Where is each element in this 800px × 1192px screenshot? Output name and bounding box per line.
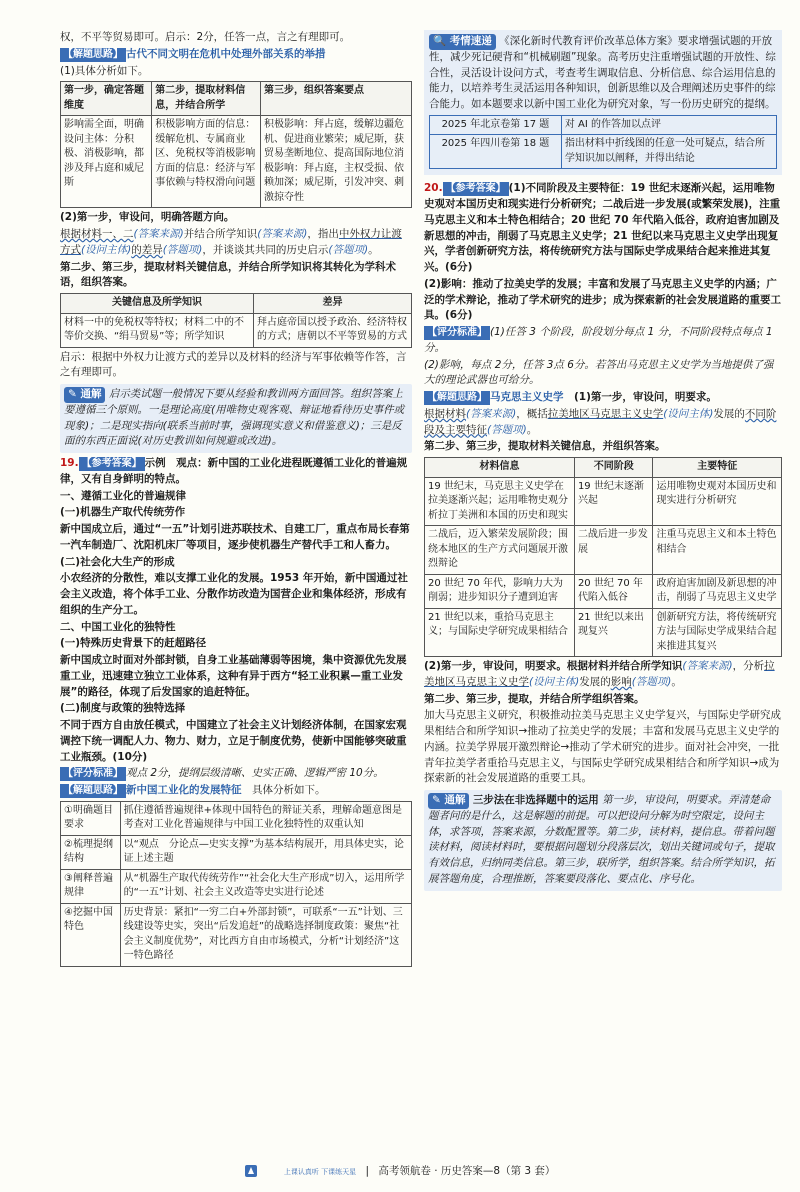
table-cell: 19 世纪末逐渐兴起 [574,477,653,526]
table-header: 关键信息及所学知识 [61,294,254,314]
q20-answer-heading: 20. 【参考答案】 (1)不同阶段及主要特征：19 世纪末逐渐兴起，运用唯物史观对本国历史和现实进行分析研究；二战后进一步发展(或繁荣发展)，注重马克思主义和本土特色相结合；20 世纪 70 年代陷入低谷，政府迫害加剧及新思想的冲击，削弱了马克思主义史学；21 世纪以来马克思主义史学出现复兴，学者创新研究方法，将传统研究方法与国际史学成果结合起来推进其复兴。(6分) [424,182,781,273]
trend-text: 《深化新时代教育评价改革总体方案》要求增强试题的开放性，减少死记硬背和“机械刷题”现象。高考历史注重增强试题的开放性、综合性，灵活设计设问方式，考查考生调取信息、分析信息、综合运用信息的能力，以培养考生灵活运用各种知识，创新思维以及合理阐述历史事件的综合能力。如本题要求以新中国工业化为研究对象，写一份历史研究的提纲。 [429,35,776,110]
q18-thinking-heading: 【解题思路】 古代不同文明在危机中处理外部关系的举措 [60,47,412,63]
table-header: 材料信息 [425,458,575,478]
trend-tag: 🔍 考情速递 [429,34,496,50]
analysis-table-3 [60,801,412,967]
q19-line: 二、中国工业化的独特性 [60,620,176,633]
q19-line: 新中国成立后，通过“一五”计划引进苏联技术、自建工厂，重点布局长春第一汽车制造厂、沈阳机床厂等项目，逐步使机器生产替代手工和人畜力。 [60,523,410,551]
brand-slogan: 上课认真听 下课练天星 [283,1168,357,1176]
table-cell: 19 世纪末，马克思主义史学在拉美逐渐兴起；运用唯物史观分析拉丁美洲和本国的历史和现实 [425,477,575,526]
right-column [424,30,782,894]
table-cell: 20 世纪 70 年代，影响力大为削弱；进步知识分子遭到迫害 [425,574,575,608]
intro-text: 权，不平等贸易即可。启示：2分，任答一点，言之有理即可。 [60,31,351,43]
table-cell: 二战后进一步发展 [574,526,653,575]
trend-table [429,115,777,170]
table-cell: ①明确题目要求 [61,801,121,835]
tip-tag: ✎ 通解 [64,387,105,403]
tip-title: 三步法在非选择题中的运用 [472,794,599,806]
q20-line: (2)影响：推动了拉美史学的发展；丰富和发展了马克思主义史学的内涵；广泛的学术辩论，推动了学术研究的进步；成为探索新的社会发展道路的重要工具。(6分) [424,277,781,322]
left-column [60,30,412,969]
q20-line: 第二步、第三步，提取材料关键信息，并组织答案。 [424,440,666,453]
tip-tag: ✎ 通解 [428,793,469,809]
table-cell: 20 世纪 70 年代陷入低谷 [574,574,653,608]
table-cell: 创新研究方法，将传统研究方法与国际史学成果结合起来推进其复兴 [653,608,782,657]
q20-thinking-heading: 【解题思路】 马克思主义史学 (1)第一步，审设问，明要求。 [424,390,782,406]
table-cell: 拜占庭帝国以授予政治、经济特权的方式；唐朝以不平等贸易的方式 [254,313,412,347]
q19-line: 新中国成立时面对外部封锁，自身工业基础薄弱等困境，集中资源优先发展重工业，迅速建立独立工业体系，这种有异于西方“轻工业积累—重工业发展”的路径，体现了后发国家的追赶特征。 [60,654,407,698]
q20-line: 第二步、第三步，提取，并结合所学组织答案。 [424,692,645,705]
table-header: 第二步，提取材料信息，并结合所学 [152,82,261,116]
q18-line-2: (2)第一步，审设问，明确答题方向。 [60,211,235,224]
tip-box-2 [424,790,782,891]
table-header: 差异 [254,294,412,314]
tip-box-1 [60,384,412,453]
table-cell: 注重马克思主义和本土特色相结合 [653,526,782,575]
table-cell: 21 世纪以来，重拾马克思主义；与国际史学研究成果相结合 [425,608,575,657]
table-cell: 对 AI 的作答加以点评 [561,115,776,135]
table-cell: 21 世纪以来出现复兴 [574,608,653,657]
tip-text: 第一步，审设问，明要求。弄清楚命题者问的是什么，这是解题的前提。可以把设问分解为时空限定，设问主体，求答项，答案来源，分数配置等。第二步，读材料，提信息。带着问题读材料，阅读材料时，要根据问题划分段落层次，划出关键词或句子，提取有效信息，归纳同类信息。第三步，联所学，组织答案。结合所学知识，拓展答题角度，合理推断，答案要段落化、要点化、序号化。 [428,794,775,885]
q20-scoring-2: (2)影响，每点 2分，任答 3点 6分。若答出马克思主义史学为当地提供了强大的理论武器也可给分。 [424,358,774,387]
q18-line-1: (1)具体分析如下。 [60,64,149,77]
q19-line: (二)制度与政策的独特选择 [60,702,186,715]
footer-title: 高考领航卷 · 历史答案—8（第 3 套） [378,1165,556,1177]
table-cell: 影响需全面，明确设问主体：分积极、消极影响，都涉及拜占庭和威尼斯 [61,116,152,208]
table-cell: 2025 年北京卷第 17 题 [430,115,562,135]
trend-text-block [429,34,777,113]
page-footer: 上课认真听 下课练天星 | 高考领航卷 · 历史答案—8（第 3 套） [0,1164,800,1180]
table-cell: ②梳理提纲结构 [61,835,121,869]
q20-part2-line: (2)第一步，审设问，明要求。根据材料并结合所学知识(答案来源)，分析拉美地区马克思主义史学(设问主体)发展的影响(答题项)。 [424,660,775,688]
q20-line: 根据材料(答案来源)，概括拉美地区马克思主义史学(设问主体)发展的不同阶段及主要特征(答题项)。 [424,407,777,436]
table-cell: 2025 年四川卷第 18 题 [430,135,562,169]
thinking-tag: 【解题思路】 [60,48,126,62]
q18-line-4: 第二步、第三步，提取材料关键信息，并结合所学知识将其转化为学科术语，组织答案。 [60,260,396,289]
table-cell: ④挖掘中国特色 [61,903,121,966]
q19-scoring: 【评分标准】 观点 2分，提纲层级清晰、史实正确、逻辑严密 10分。 [60,766,412,782]
q19-line: (二)社会化大生产的形成 [60,555,175,568]
q18-line-5: 启示：根据中外权力让渡方式的差异以及材料的经济与军事依赖等作答，言之有理即可。 [60,350,407,379]
table-cell: 从“机器生产取代传统劳作”“社会化大生产形成”切入，运用所学的“一五”计划、社会主义改造等史实进行论述 [120,869,411,903]
table-cell: 运用唯物史观对本国历史和现实进行分析研究 [653,477,782,526]
q19-line: (一)机器生产取代传统劳作 [60,506,186,519]
table-cell: 指出材料中折线图的任意一处可疑点，结合所学知识加以阐释，并得出结论 [561,135,776,169]
q20-scoring: 【评分标准】 (1)任答 3 个阶段，阶段划分每点 1 分，不同阶段特点每点 1 分。 [424,326,773,354]
table-cell: 以“观点 分论点—史实支撑”为基本结构展开，用具体史实，论证上述主题 [120,835,411,869]
table-cell: 材料一中的免税权等特权；材料二中的不等价交换、“绢马贸易”等；所学知识 [61,313,254,347]
analysis-table-4 [424,457,782,657]
table-header: 不同阶段 [574,458,653,478]
exam-trend-box [424,30,782,175]
table-cell: 抓住遵循普遍规律+体现中国特色的辩证关系，理解命题意图是考查对工业化普遍规律与中国工业化独特性的双重认知 [120,801,411,835]
q19-answer-heading: 19. 【参考答案】 示例 观点：新中国的工业化进程既遵循工业化的普遍规律，又有自身鲜明的特点。 [60,457,408,485]
table-cell: 积极影响：拜占庭，缓解边疆危机、促进商业繁荣；威尼斯，获贸易垄断地位、提高国际地位消极影响：拜占庭，主权受损、依赖加深；威尼斯，引发冲突、刺激掠夺性 [261,116,412,208]
q20-line: 加大马克思主义研究，积极推动拉美马克思主义史学复兴，与国际史学研究成果相结合和所学知识→推动了拉美史学的发展；丰富和发展马克思主义史学的内涵。拉美学界展开激烈辩论→推动了学术研究的进步。面对社会冲突，一批青年拉美学者重拾马克思主义，与国际史学研究成果相结合和所学知识→成为探索新的社会发展道路的重要工具。 [424,709,781,785]
table-cell: 历史背景：紧扣“一穷二白+外部封锁”，可联系“一五”计划、三线建设等史实，突出“后发追赶”的战略选择制度政策：聚焦“社会主义制度优势”，对比西方自由市场模式，分析“计划经济”这一特色路径 [120,903,411,966]
table-header: 主要特征 [653,458,782,478]
table-header: 第三步，组织答案要点 [261,82,412,116]
table-cell: ③阐释普遍规律 [61,869,121,903]
q19-line: 一、遵循工业化的普遍规律 [60,489,186,502]
table-cell: 积极影响方面的信息：缓解危机、专属商业区、免税权等消极影响方面的信息：经济与军事依赖与特权滑向问题 [152,116,261,208]
table-cell: 二战后，迈入繁荣发展阶段；围绕本地区的生产方式问题展开激烈辩论 [425,526,575,575]
analysis-table-2 [60,293,412,348]
publisher-logo-icon [245,1164,275,1178]
q19-thinking-heading: 【解题思路】 新中国工业化的发展特征 具体分析如下。 [60,783,412,799]
table-header: 第一步，确定答题维度 [61,82,152,116]
q19-line: (一)特殊历史背景下的赶超路径 [60,637,207,650]
table-cell: 政府迫害加剧及新思想的冲击，削弱了马克思主义史学 [653,574,782,608]
q19-line: 小农经济的分散性，难以支撑工业化的发展。1953 年开始，新中国通过社会主义改造，将个体手工业、分散作坊改造为国营企业和集体经济，形成有组织的生产分工。 [60,572,408,616]
analysis-table-1 [60,81,412,208]
q18-line-3: 根据材料一、二(答案来源)并结合所学知识(答案来源)，指出中外权力让渡方式(设问主体)的差异(答题项)，并谈谈其共同的历史启示(答题项)。 [60,228,402,256]
q19-line: 不同于西方自由放任模式，中国建立了社会主义计划经济体制，在国家宏观调控下统一调配人力、物力、财力，立足于制度优势，使新中国能够突破重工业瓶颈。(10分) [60,719,407,763]
tip-text: 启示类试题一般情况下要从经验和教训两方面回答。组织答案上要遵循三个原则。一是理论高度(用唯物史观客观、辩证地看待历史事件或现象)；二是现实指向(联系当前时事，强调现实意义和借鉴意义)；三是反面的东西正面说(对历史教训如何规避或改进)。 [64,388,405,448]
